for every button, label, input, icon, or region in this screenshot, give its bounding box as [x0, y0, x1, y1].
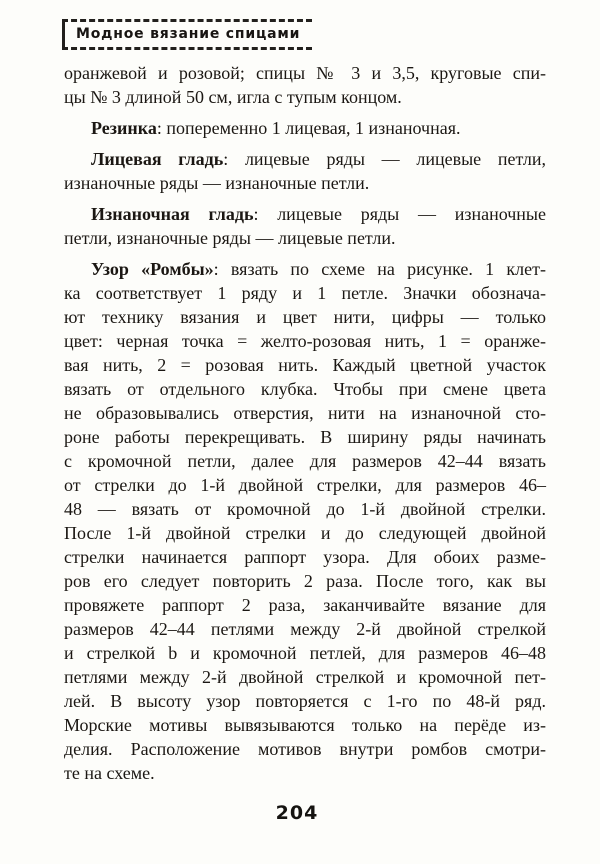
paragraph — [64, 202, 546, 250]
text-run: с кромочной петли, далее для размеров 42–44 вязать — [64, 451, 546, 471]
text-line — [64, 593, 546, 617]
text-line — [64, 737, 546, 761]
text-run: лей. В высоту узор повторяется с 1-го по 48-й ряд. — [64, 691, 546, 711]
text-line — [64, 147, 546, 171]
text-line — [64, 85, 546, 109]
text-line — [64, 353, 546, 377]
text-run: : лицевые ряды — изнаночные — [253, 204, 546, 224]
text-run: вязать от отдельного клубка. Чтобы при смене цвета — [64, 379, 546, 399]
text-run: цы № 3 длиной 50 см, игла с тупым концом. — [64, 87, 402, 107]
text-line — [64, 521, 546, 545]
text-run: : лицевые ряды — лицевые петли, — [223, 149, 546, 169]
paragraph — [64, 147, 546, 195]
text-run: Морские мотивы вывязываются только на перёде из- — [64, 715, 546, 735]
text-line — [64, 61, 546, 85]
body-text — [64, 61, 546, 792]
text-run: вая нить, 2 = розовая нить. Каждый цветной участок — [64, 355, 546, 375]
text-line — [64, 377, 546, 401]
text-line — [64, 761, 546, 785]
text-run: ют технику вязания и цвет нити, цифры — только — [64, 307, 546, 327]
text-line — [64, 202, 546, 226]
text-run: стрелки начинается раппорт узора. Для обоих разме- — [64, 547, 546, 567]
text-run: : вязать по схеме на рисунке. 1 клет- — [213, 259, 547, 279]
text-line — [64, 545, 546, 569]
text-line — [64, 665, 546, 689]
text-run: от стрелки до 1-й двойной стрелки, для размеров 46– — [64, 475, 546, 495]
text-line — [64, 617, 546, 641]
bold-run-in: Изнаночная гладь — [91, 204, 254, 224]
text-run: размеров 42–44 петлями между 2-й двойной стрелкой — [64, 619, 546, 639]
text-line — [64, 641, 546, 665]
text-line — [64, 116, 546, 140]
text-line — [64, 569, 546, 593]
text-run: не образовывались отверстия, нити на изнаночной сто- — [64, 403, 546, 423]
text-run: делия. Расположение мотивов внутри ромбов смотри- — [64, 739, 546, 759]
bold-run-in: Лицевая гладь — [91, 149, 224, 169]
text-line — [64, 226, 546, 250]
bold-run-in: Узор «Ромбы» — [91, 259, 214, 279]
text-run: петли, изнаночные ряды — лицевые петли. — [64, 228, 396, 248]
text-run: и стрелкой b и кромочной петлей, для размеров 46–48 — [64, 643, 546, 663]
text-run: цвет: черная точка = желто-розовая нить, 1 = оранже- — [64, 331, 546, 351]
text-line — [64, 473, 546, 497]
bold-run-in: Резинка — [91, 118, 157, 138]
text-run: роне работы перекрещивать. В ширину ряды начинать — [64, 427, 546, 447]
text-line — [64, 401, 546, 425]
text-run: изнаночные ряды — изнаночные петли. — [64, 173, 370, 193]
text-run: провяжете раппорт 2 раза, заканчивайте вязание для — [64, 595, 546, 615]
text-line — [64, 689, 546, 713]
text-line — [64, 713, 546, 737]
text-line — [64, 257, 546, 281]
text-run: ров его следует повторить 2 раза. После того, как вы — [64, 571, 546, 591]
running-header-title: Модное вязание спицами — [76, 26, 301, 42]
text-line — [64, 449, 546, 473]
text-run: те на схеме. — [64, 763, 155, 783]
text-line — [64, 497, 546, 521]
text-line — [64, 171, 546, 195]
paragraph — [64, 116, 546, 140]
text-line — [64, 305, 546, 329]
text-line — [64, 281, 546, 305]
text-run: : попеременно 1 лицевая, 1 изнаночная. — [156, 118, 461, 138]
text-run: оранжевой и розовой; спицы № 3 и 3,5, круговые спи- — [64, 63, 546, 83]
paragraph — [64, 257, 546, 785]
text-run: ка соответствует 1 ряду и 1 петле. Значки обознача- — [64, 283, 546, 303]
text-run: После 1-й двойной стрелки и до следующей двойной — [64, 523, 546, 543]
page-number: 204 — [275, 802, 319, 824]
running-header — [62, 19, 312, 50]
text-run: 48 — вязать от кромочной до 1-й двойной стрелки. — [64, 499, 546, 519]
text-run: петлями между 2-й двойной стрелкой и кромочной пет- — [64, 667, 546, 687]
text-line — [64, 425, 546, 449]
text-line — [64, 329, 546, 353]
paragraph — [64, 61, 546, 109]
